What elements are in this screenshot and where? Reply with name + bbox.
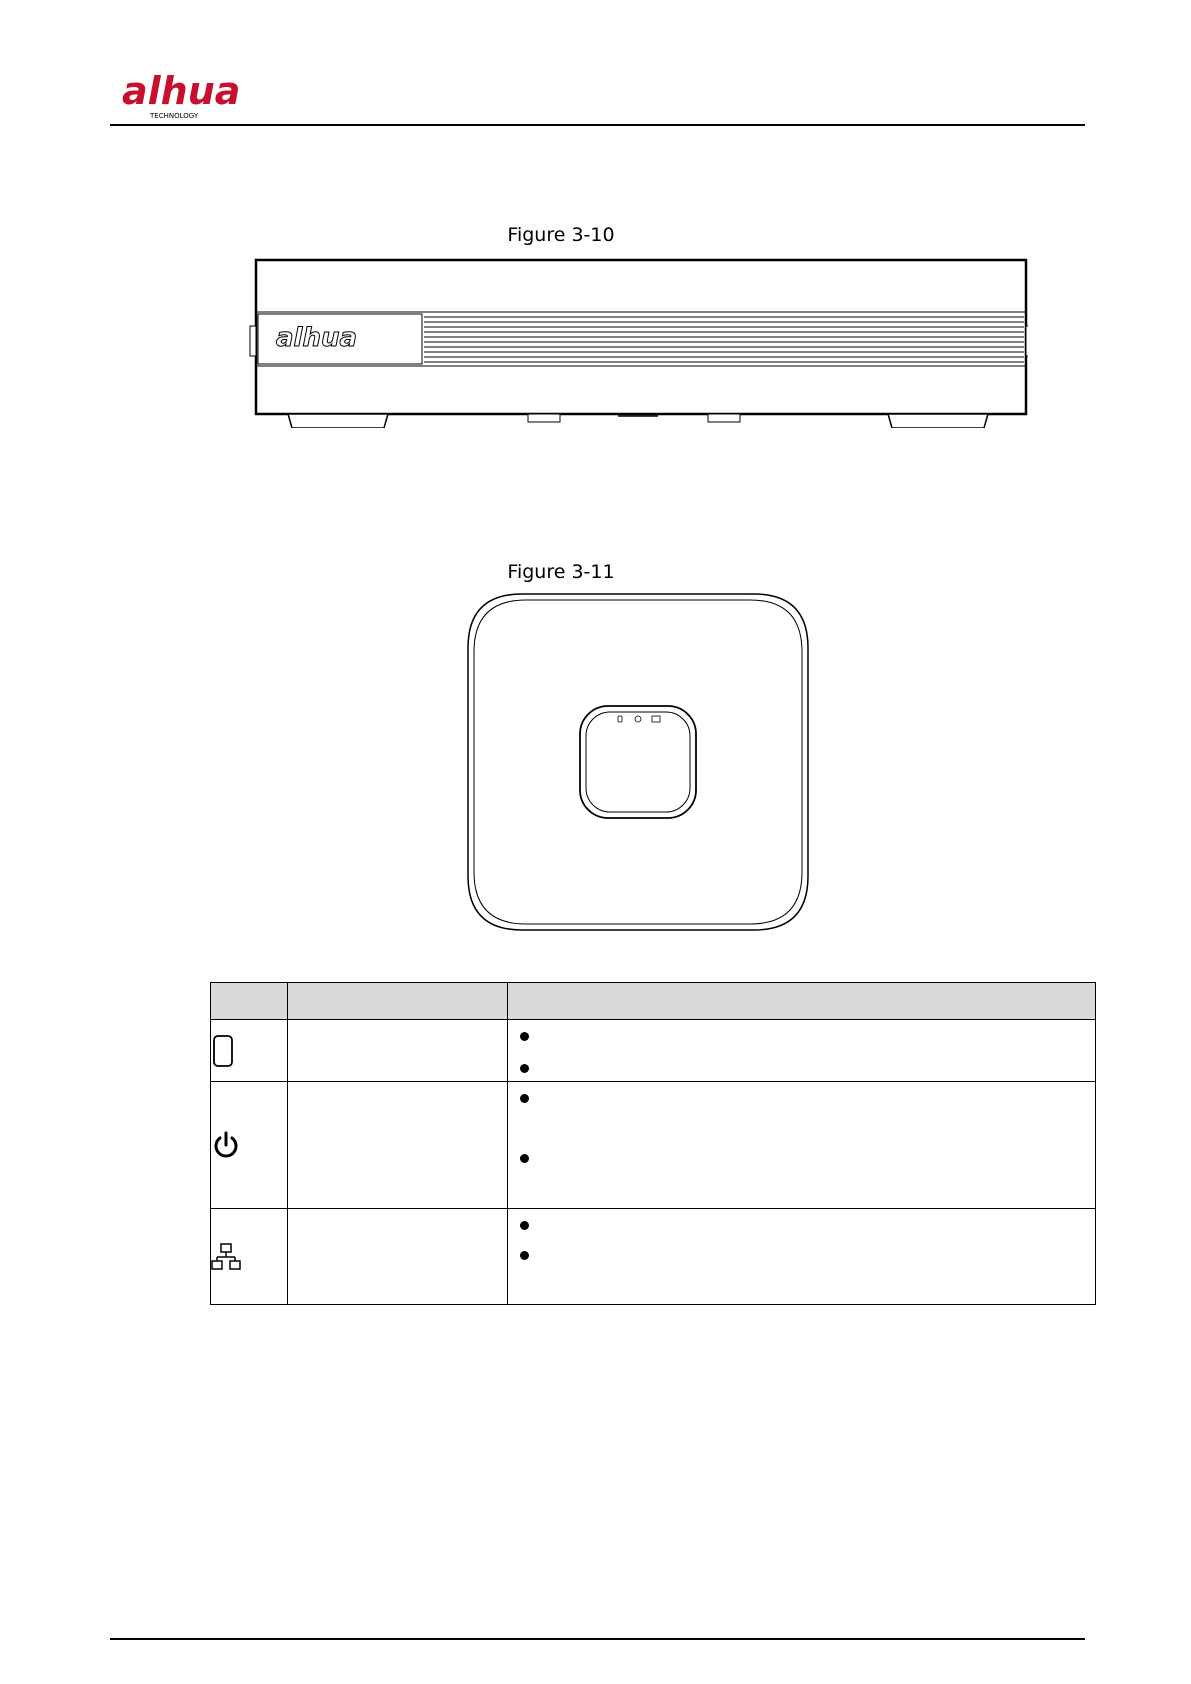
nvr-top-view-drawing	[462, 588, 814, 936]
bullet-dot	[520, 1251, 529, 1260]
row-description	[508, 1082, 1096, 1209]
bullet-dot	[520, 1064, 529, 1073]
indicator-table	[210, 982, 1096, 1305]
device-logo: alhua	[276, 323, 358, 353]
table-row	[211, 1082, 1096, 1209]
row-icon-cell	[211, 1082, 288, 1209]
table-row	[211, 1209, 1096, 1305]
footer-rule	[110, 1638, 1085, 1640]
bullet-dot	[520, 1221, 529, 1230]
table-header-row	[211, 983, 1096, 1020]
row-name	[288, 1020, 508, 1082]
logo-text: alhua	[122, 69, 241, 113]
table-header-name	[288, 983, 508, 1020]
row-name	[288, 1082, 508, 1209]
row-description	[508, 1020, 1096, 1082]
page-header	[0, 0, 1191, 130]
figure-caption-3-10: Figure 3-10	[507, 224, 615, 246]
hdd-icon	[211, 1034, 237, 1068]
table-row	[211, 1020, 1096, 1082]
figure-caption-3-11: Figure 3-11	[507, 561, 615, 583]
bullet-dot	[520, 1032, 529, 1041]
nvr-front-panel-drawing	[238, 256, 1028, 428]
bullet-dot	[520, 1094, 529, 1103]
dahua-logo	[120, 66, 260, 122]
network-icon	[211, 1243, 241, 1271]
row-icon-cell	[211, 1209, 288, 1305]
row-icon-cell	[211, 1020, 288, 1082]
logo-subtext: TECHNOLOGY	[150, 112, 199, 120]
row-name	[288, 1209, 508, 1305]
bullet-dot	[520, 1154, 529, 1163]
table-header-icon	[211, 983, 288, 1020]
header-rule	[110, 124, 1085, 126]
table-header-description	[508, 983, 1096, 1020]
row-description	[508, 1209, 1096, 1305]
power-icon	[211, 1130, 241, 1160]
